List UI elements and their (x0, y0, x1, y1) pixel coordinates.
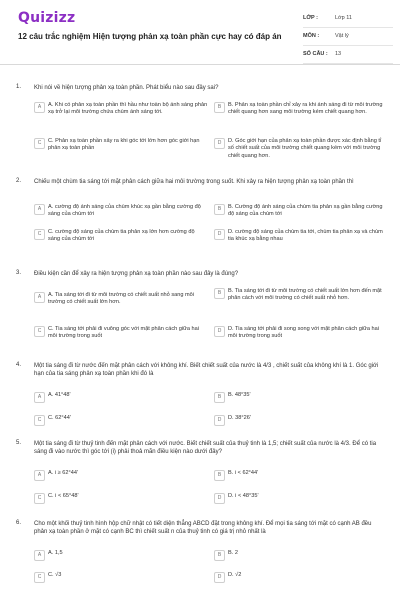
option-badge: A (34, 292, 45, 303)
option-text: B. 48°35' (228, 392, 251, 398)
option-badge: D (214, 415, 225, 426)
quizizz-logo: Quizizz (18, 10, 76, 26)
option-badge: D (214, 493, 225, 504)
option-badge: C (34, 229, 45, 240)
option-badge: C (34, 415, 45, 426)
option-text: B. 2 (228, 550, 238, 556)
option-text: D. i < 48°35' (228, 493, 259, 499)
meta-row-count (303, 46, 393, 64)
meta-row-class (303, 10, 393, 28)
option-badge: A (34, 392, 45, 403)
question-text: Cho một khối thuỷ tinh hình hộp chữ nhật có tiết diện thẳng ABCD đặt trong không khí. Để mọi tia sáng tới mặt có cạnh AB đều phản xạ toàn phần ở mặt có cạnh BC thì chiết suất n của thuỷ tinh có giá trị nhỏ nhất là (34, 521, 372, 535)
document-title: 12 câu trắc nghiệm Hiện tượng phản xạ toàn phần cực hay có đáp án (18, 32, 282, 41)
option-badge: C (34, 326, 45, 337)
option-text: B. Tia sáng tới đi từ môi trường có chiết suất lớn hơn đến mặt phân cách với môi trường có chiết suất nhỏ hơn. (228, 288, 382, 302)
option-text: C. √3 (48, 572, 62, 578)
option-text: A. Tia sáng tới đi từ môi trường có chiết suất nhỏ sang môi trường có chiết suất lớn hơn. (48, 292, 195, 306)
meta-value: Lớp 11 (335, 15, 352, 21)
option-text: A. cường độ ánh sáng của chùm khúc xạ gần bằng cường độ sáng của chùm tới (48, 204, 201, 218)
option-text: D. Góc giới hạn của phản xạ toàn phần được xác định bằng tỉ số chiết suất của môi trường chiết quang kém với môi trường chiết quang hơn. (228, 138, 382, 159)
option-badge: B (214, 288, 225, 299)
option-text: C. 62°44' (48, 415, 71, 421)
option-text: D. 38°26' (228, 415, 251, 421)
question-text: Một tia sáng đi từ nước đến mặt phân cách với không khí. Biết chiết suất của nước là 4/3 , chiết suất của không khí là 1. Góc giới hạn của tia sáng phản xạ toàn phần khi đó là (34, 363, 379, 377)
option-text: B. i < 62°44' (228, 470, 259, 476)
option-badge: B (214, 204, 225, 215)
option-text: C. i < 65°48' (48, 493, 79, 499)
option-text: D. √2 (228, 572, 242, 578)
document-header (0, 0, 400, 65)
question-number: 1. (16, 84, 22, 90)
option-text: D. cường độ sáng của chùm tia tới, chùm tia phản xạ và chùm tia khúc xạ bằng nhau (228, 229, 383, 243)
meta-label: LỚP : (303, 15, 318, 21)
option-badge: B (214, 102, 225, 113)
question-number: 2. (16, 178, 22, 184)
question-number: 5. (16, 440, 22, 446)
question-number: 6. (16, 520, 22, 526)
option-text: D. Tia sáng tới phải đi song song với mặt phân cách giữa hai môi trường trong suốt (228, 326, 380, 340)
option-text: C. Tia sáng tới phải đi vuông góc với mặt phân cách giữa hai môi trường trong suốt (48, 326, 200, 340)
option-text: C. Phản xạ toàn phần xảy ra khi góc tới lớn hơn góc giới hạn phản xạ toàn phần (48, 138, 200, 152)
option-text: A. Khi có phản xạ toàn phần thì hầu như toàn bộ ánh sáng phản xạ trở lại môi trường chứa chùm ánh sáng tới. (48, 102, 208, 116)
option-text: B. Phản xạ toàn phần chỉ xảy ra khi ánh sáng đi từ môi trường chiết quang hơn sang môi trường kém chiết quang hơn. (228, 102, 383, 116)
meta-table (303, 10, 393, 64)
option-badge: A (34, 470, 45, 481)
option-badge: C (34, 493, 45, 504)
meta-value: 13 (335, 51, 342, 57)
option-text: C. cường độ sáng của chùm tia phản xạ lớn hơn cường độ sáng của chùm tới (48, 229, 195, 243)
option-badge: C (34, 572, 45, 583)
option-badge: D (214, 138, 225, 149)
meta-label: SỐ CÂU : (303, 51, 328, 57)
meta-label: MÔN : (303, 33, 320, 39)
option-text: B. Cường độ ánh sáng của chùm tia phản xạ gần bằng cường độ sáng của chùm tới (228, 204, 383, 218)
question-text: Chiếu một chùm tia sáng tới mặt phân cách giữa hai môi trường trong suốt. Khi xảy ra hiện tượng phản xạ toàn phần thì (34, 179, 354, 185)
question-number: 4. (16, 362, 22, 368)
option-badge: B (214, 470, 225, 481)
option-text: A. 41°48' (48, 392, 71, 398)
question-text: Khi nói về hiện tượng phản xạ toàn phần. Phát biểu nào sau đây sai? (34, 85, 219, 91)
meta-value: Vật lý (335, 33, 349, 39)
question-text: Điều kiện cần để xảy ra hiện tượng phản xạ toàn phần nào sau đây là đúng? (34, 271, 239, 277)
question-number: 3. (16, 270, 22, 276)
meta-row-subject (303, 28, 393, 46)
option-badge: A (34, 102, 45, 113)
option-badge: D (214, 326, 225, 337)
question-text: Một tia sáng đi từ thuỷ tinh đến mặt phân cách với nước. Biết chiết suất của thuỷ tinh là 1,5; chiết suất của nước là 4/3. Để có tia sáng đi vào nước thì góc tới (i) phải thoả mãn điều kiện nào dưới đây? (34, 441, 377, 455)
option-text: A. i ≥ 62°44' (48, 470, 79, 476)
option-badge: B (214, 550, 225, 561)
option-badge: C (34, 138, 45, 149)
option-badge: D (214, 229, 225, 240)
option-badge: A (34, 204, 45, 215)
option-badge: D (214, 572, 225, 583)
option-badge: A (34, 550, 45, 561)
option-text: A. 1,5 (48, 550, 63, 556)
option-badge: B (214, 392, 225, 403)
